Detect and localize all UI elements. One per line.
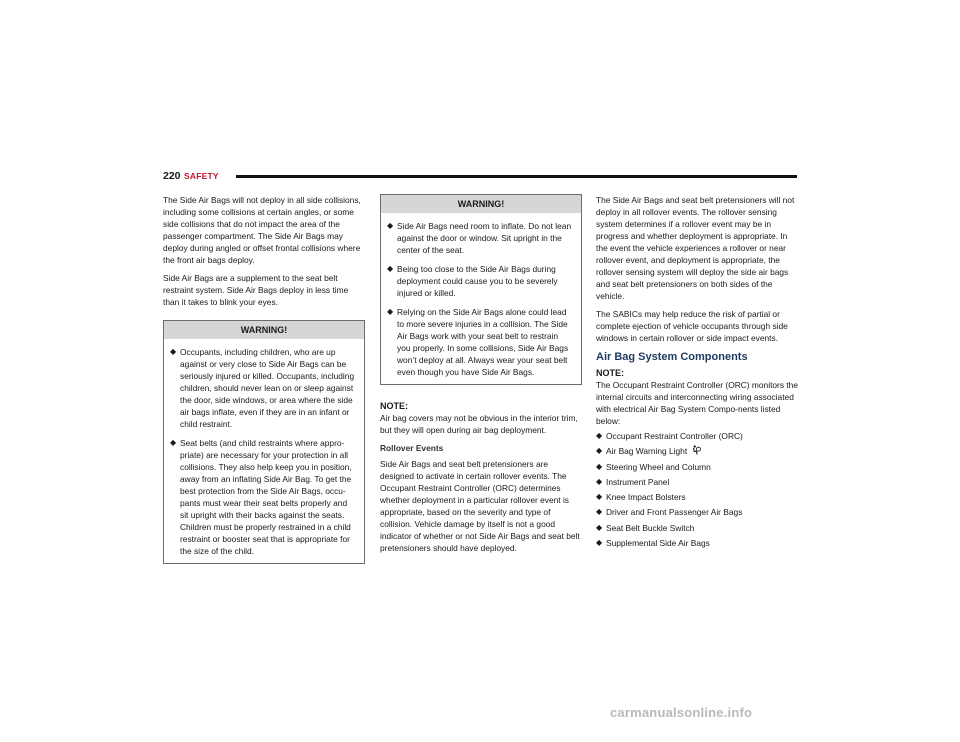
list-item-text: Instrument Panel <box>606 476 670 487</box>
list-item <box>596 430 798 442</box>
page-number: 220 <box>163 170 181 182</box>
list-item <box>596 506 798 518</box>
list-item <box>596 461 798 473</box>
diamond-bullet-icon: ◆ <box>596 492 603 502</box>
note-text: The Occupant Restraint Controller (ORC) monitors the internal circuits and interconnecting wiring associated with electrical Air Bag System Compo-nents listed below: <box>596 380 799 426</box>
diamond-bullet-icon: ◆ <box>170 438 177 447</box>
page-header <box>163 170 797 186</box>
warning-item <box>387 306 573 378</box>
airbag-warning-light-icon <box>692 445 701 455</box>
list-item-text: Seat Belt Buckle Switch <box>606 522 695 533</box>
list-item <box>596 476 798 488</box>
warning-item <box>387 220 573 256</box>
list-item-text: Driver and Front Passenger Air Bags <box>606 507 743 518</box>
list-item-text: Knee Impact Bolsters <box>606 492 686 503</box>
list-item <box>596 445 798 457</box>
warning-box <box>380 194 582 385</box>
paragraph: Side Air Bags and seat belt pretensioners are designed to activate in certain rollover events. The Occupant Restraint Controller (ORC) determines whether deployment in a particular rollover event is appropriate, based on the severity and type of collision. Vehicle damage by itself is not a good indicator of whether or not Side Air Bags and seat belt pretensioners should have deployed. <box>380 459 580 553</box>
warning-title: WARNING! <box>381 195 581 213</box>
warning-item <box>387 263 573 299</box>
warning-item <box>170 346 356 430</box>
warning-item-text: Occupants, including children, who are up against or very close to Side Air Bags can be seriously injured or killed. Occupants, including children, should never lean on or sleep against the door, side windows, or area where the side air bags inflate, even if they are in an infant or child restraint. <box>180 347 355 429</box>
warning-item-text: Side Air Bags need room to inflate. Do not lean against the door or window. Sit upright in the center of the seat. <box>397 221 572 255</box>
list-item-text: Occupant Restraint Controller (ORC) <box>606 431 743 441</box>
diamond-bullet-icon: ◆ <box>387 307 394 316</box>
column-2 <box>380 194 582 560</box>
diamond-bullet-icon: ◆ <box>170 347 177 356</box>
column-3 <box>596 194 798 552</box>
diamond-bullet-icon: ◆ <box>596 538 603 548</box>
list-item-text: Steering Wheel and Column <box>606 461 711 472</box>
note-label: NOTE: <box>380 401 408 411</box>
section-heading: Air Bag System Components <box>596 351 748 363</box>
warning-list <box>164 339 364 563</box>
list-item <box>596 522 798 534</box>
diamond-bullet-icon: ◆ <box>387 264 394 273</box>
list-item <box>596 491 798 503</box>
warning-list <box>381 213 581 384</box>
diamond-bullet-icon: ◆ <box>596 461 603 471</box>
diamond-bullet-icon: ◆ <box>596 476 603 486</box>
diamond-bullet-icon: ◆ <box>596 507 603 517</box>
watermark: carmanualsonline.info <box>610 705 753 720</box>
list-item <box>596 537 798 549</box>
warning-item-text: Being too close to the Side Air Bags during deployment could cause you to be severely injured or killed. <box>397 264 558 298</box>
diamond-bullet-icon: ◆ <box>596 431 603 440</box>
diamond-bullet-icon: ◆ <box>596 522 603 532</box>
paragraph: Side Air Bags are a supplement to the seat belt restraint system. Side Air Bags deploy in less time than it takes to blink your eyes. <box>163 273 349 307</box>
list-item-text: Supplemental Side Air Bags <box>606 538 710 549</box>
warning-item <box>170 437 356 557</box>
list-item-text: Air Bag Warning Light <box>606 446 688 457</box>
warning-item-text: Relying on the Side Air Bags alone could lead to more severe injuries in a collision. The Side Air Bags work with your seat belt to restrain you properly. In some collisions, Side Air Bags won’t deploy at all. Always wear your seat belt even though you have Side Air Bags. <box>397 307 569 377</box>
paragraph: The Side Air Bags will not deploy in all side collisions, including some collisions at certain angles, or some side collisions that do not impact the area of the passenger compartment. The Side Air Bags may deploy during angled or offset frontal collisions where the front air bags deploy. <box>163 195 361 265</box>
section-title: SAFETY <box>184 171 219 181</box>
warning-box <box>163 320 365 564</box>
paragraph: The SABICs may help reduce the risk of partial or complete ejection of vehicle occupants through side windows in certain rollover or side impact events. <box>596 309 788 343</box>
diamond-bullet-icon: ◆ <box>596 446 603 456</box>
paragraph: The Side Air Bags and seat belt pretensioners will not deploy in all rollover events. The rollover sensing system determines if a rollover event may be in progress and whether deployment is appropriate. In the event the vehicle experiences a rollover or near rollover event, and deployment is appropriate, the rollover sensing system will deploy the side air bags and seat belt pretensioners on both sides of the vehicle. <box>596 195 795 301</box>
column-1 <box>163 194 365 564</box>
note-label: NOTE: <box>596 368 624 378</box>
warning-title: WARNING! <box>164 321 364 339</box>
subheading-rollover-events: Rollover Events <box>380 443 444 453</box>
note-text: Air bag covers may not be obvious in the interior trim, but they will open during air bag deployment. <box>380 413 578 435</box>
diamond-bullet-icon: ◆ <box>387 221 394 230</box>
components-list <box>596 430 798 549</box>
header-rule <box>236 175 797 178</box>
warning-item-text: Seat belts (and child restraints where appro-priate) are necessary for your protection in all collisions. They also help keep you in position, away from an inflating Side Air Bag. To get the best protection from the Side Air Bags, occu-pants must wear their seat belts properly and sit upright with their backs against the seats. Children must be properly restrained in a child restraint or booster seat that is appropriate for the size of the child. <box>180 438 352 556</box>
